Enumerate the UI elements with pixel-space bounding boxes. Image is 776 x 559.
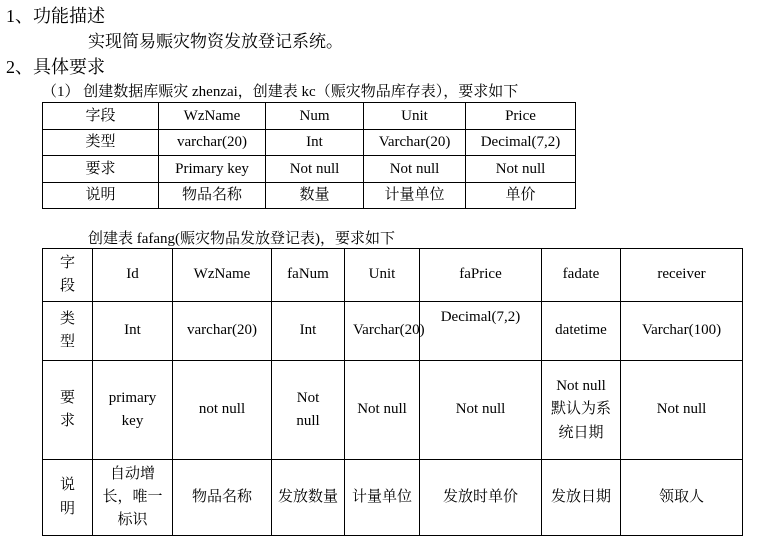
table-cell: 说明: [43, 460, 93, 536]
table-cell: Int: [266, 129, 364, 156]
table-cell: primary key: [93, 361, 173, 460]
table-cell: 物品名称: [159, 182, 266, 209]
section1-text: 实现简易赈灾物资发放登记系统。: [88, 32, 343, 51]
section1-heading: 1、功能描述: [6, 6, 105, 26]
kc-table: [42, 102, 576, 209]
section2-heading: 2、具体要求: [6, 57, 105, 77]
table-cell: 类型: [43, 129, 159, 156]
table-cell: faPrice: [420, 249, 542, 302]
table-row: [43, 361, 743, 460]
table-row: [43, 103, 576, 130]
table-cell: WzName: [159, 103, 266, 130]
table-cell: Not null: [621, 361, 743, 460]
table-cell: 发放数量: [272, 460, 345, 536]
table-cell: 单价: [466, 182, 576, 209]
table-cell: 要求: [43, 156, 159, 183]
table-row: [43, 249, 743, 302]
table-row: [43, 129, 576, 156]
table-cell: Decimal(7,2): [420, 302, 542, 361]
table-cell: Int: [93, 302, 173, 361]
table-cell: Not null: [364, 156, 466, 183]
table-cell: 字段: [43, 249, 93, 302]
table-cell: 自动增长，唯一标识: [93, 460, 173, 536]
table-row: [43, 460, 743, 536]
table-cell: Not null: [266, 156, 364, 183]
table-cell: 数量: [266, 182, 364, 209]
table-cell: Decimal(7,2): [466, 129, 576, 156]
table-cell: 领取人: [621, 460, 743, 536]
table-row: [43, 182, 576, 209]
table-cell: Not null: [345, 361, 420, 460]
table-cell: Primary key: [159, 156, 266, 183]
table-cell: Unit: [345, 249, 420, 302]
table-cell: Not null: [466, 156, 576, 183]
table-cell: 发放日期: [542, 460, 621, 536]
table-cell: 发放时单价: [420, 460, 542, 536]
table-cell: 物品名称: [173, 460, 272, 536]
table-cell: receiver: [621, 249, 743, 302]
table-cell: Id: [93, 249, 173, 302]
table-cell: WzName: [173, 249, 272, 302]
fafang-table: [42, 248, 743, 536]
item2-text: 创建表 fafang(赈灾物品发放登记表)，要求如下: [88, 231, 396, 247]
table-row: [43, 156, 576, 183]
table-cell: 类型: [43, 302, 93, 361]
table-cell: varchar(20): [159, 129, 266, 156]
table-row: [43, 302, 743, 361]
table-cell: faNum: [272, 249, 345, 302]
table-cell: Int: [272, 302, 345, 361]
table-cell: varchar(20): [173, 302, 272, 361]
table-cell: Num: [266, 103, 364, 130]
table-cell: 要求: [43, 361, 93, 460]
table-cell: Not null默认为系统日期: [542, 361, 621, 460]
table-cell: Varchar(20): [345, 302, 420, 361]
table-cell: not null: [173, 361, 272, 460]
table-cell: datetime: [542, 302, 621, 361]
table-cell: Not null: [420, 361, 542, 460]
table-cell: 字段: [43, 103, 159, 130]
table-cell: Varchar(20): [364, 129, 466, 156]
table-cell: 说明: [43, 182, 159, 209]
table-cell: 计量单位: [364, 182, 466, 209]
item1-text: （1） 创建数据库赈灾 zhenzai，创建表 kc（赈灾物品库存表），要求如下: [42, 84, 519, 100]
table-cell: fadate: [542, 249, 621, 302]
table-cell: Not null: [272, 361, 345, 460]
table-cell: 计量单位: [345, 460, 420, 536]
table-cell: Price: [466, 103, 576, 130]
table-cell: Unit: [364, 103, 466, 130]
table-cell: Varchar(100): [621, 302, 743, 361]
